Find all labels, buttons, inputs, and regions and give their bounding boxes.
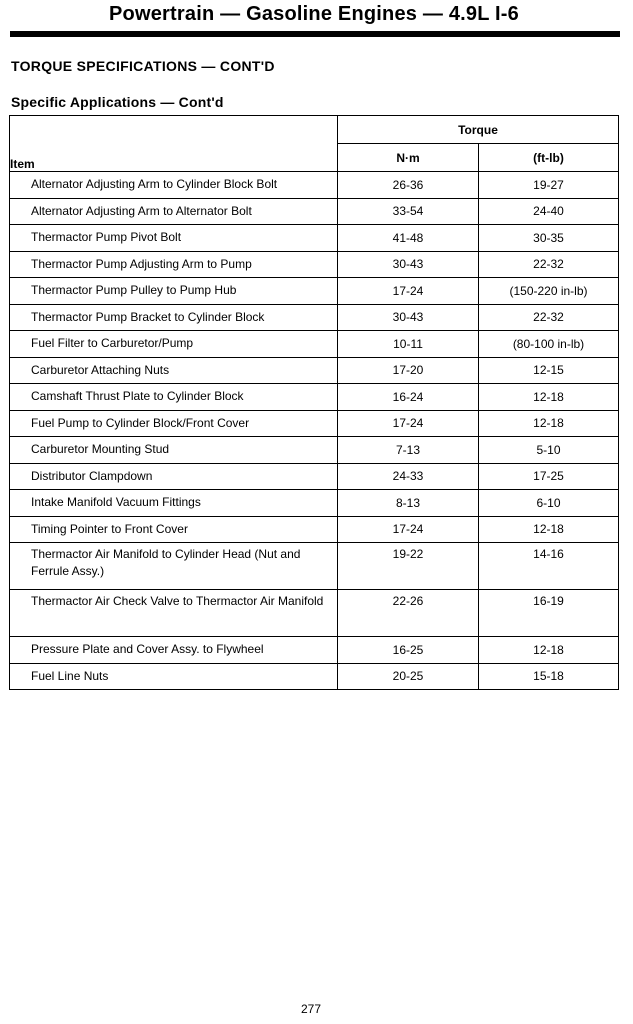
cell-ftlb: 22-32 <box>479 251 619 278</box>
table-row <box>10 590 619 637</box>
cell-item: Fuel Line Nuts <box>10 663 338 690</box>
cell-ftlb: (80-100 in-lb) <box>479 331 619 358</box>
cell-nm: 16-25 <box>338 637 479 664</box>
table-row <box>10 437 619 464</box>
cell-item: Thermactor Air Manifold to Cylinder Head (Nut and Ferrule Assy.) <box>10 543 338 590</box>
cell-ftlb: 14-16 <box>479 543 619 590</box>
table-row <box>10 172 619 199</box>
cell-nm: 17-20 <box>338 357 479 384</box>
cell-ftlb: 12-15 <box>479 357 619 384</box>
cell-item: Thermactor Air Check Valve to Thermactor Air Manifold <box>10 590 338 637</box>
cell-ftlb: 5-10 <box>479 437 619 464</box>
cell-nm: 26-36 <box>338 172 479 199</box>
section-heading: TORQUE SPECIFICATIONS — CONT'D <box>11 58 275 74</box>
cell-nm: 24-33 <box>338 463 479 490</box>
title-rule <box>10 31 620 37</box>
table-row <box>10 278 619 305</box>
cell-nm: 17-24 <box>338 278 479 305</box>
table-row <box>10 637 619 664</box>
table-row <box>10 198 619 225</box>
cell-nm: 22-26 <box>338 590 479 637</box>
cell-nm: 19-22 <box>338 543 479 590</box>
table-row <box>10 410 619 437</box>
cell-item: Thermactor Pump Adjusting Arm to Pump <box>10 251 338 278</box>
cell-item: Camshaft Thrust Plate to Cylinder Block <box>10 384 338 411</box>
cell-item: Carburetor Attaching Nuts <box>10 357 338 384</box>
cell-nm: 30-43 <box>338 304 479 331</box>
column-header-ftlb: (ft-lb) <box>479 144 619 172</box>
table-row <box>10 543 619 590</box>
cell-nm: 10-11 <box>338 331 479 358</box>
cell-ftlb: 19-27 <box>479 172 619 199</box>
column-header-nm: N·m <box>338 144 479 172</box>
table-row <box>10 304 619 331</box>
cell-nm: 8-13 <box>338 490 479 517</box>
cell-item: Intake Manifold Vacuum Fittings <box>10 490 338 517</box>
sub-heading: Specific Applications — Cont'd <box>11 94 224 110</box>
torque-spec-table <box>9 115 619 690</box>
column-group-header-torque: Torque <box>338 116 619 144</box>
cell-ftlb: 15-18 <box>479 663 619 690</box>
cell-nm: 17-24 <box>338 516 479 543</box>
cell-ftlb: (150-220 in-lb) <box>479 278 619 305</box>
cell-nm: 33-54 <box>338 198 479 225</box>
cell-nm: 16-24 <box>338 384 479 411</box>
cell-ftlb: 12-18 <box>479 637 619 664</box>
cell-ftlb: 12-18 <box>479 410 619 437</box>
cell-item: Carburetor Mounting Stud <box>10 437 338 464</box>
table-row <box>10 331 619 358</box>
table-row <box>10 516 619 543</box>
table-row <box>10 357 619 384</box>
cell-nm: 41-48 <box>338 225 479 252</box>
table-body <box>10 172 619 690</box>
cell-nm: 7-13 <box>338 437 479 464</box>
cell-item: Timing Pointer to Front Cover <box>10 516 338 543</box>
cell-ftlb: 24-40 <box>479 198 619 225</box>
cell-item: Thermactor Pump Pivot Bolt <box>10 225 338 252</box>
column-header-item: Item <box>10 116 338 172</box>
cell-item: Alternator Adjusting Arm to Alternator Bolt <box>10 198 338 225</box>
cell-item: Fuel Filter to Carburetor/Pump <box>10 331 338 358</box>
table-row <box>10 251 619 278</box>
table-row <box>10 384 619 411</box>
cell-ftlb: 6-10 <box>479 490 619 517</box>
cell-item: Thermactor Pump Pulley to Pump Hub <box>10 278 338 305</box>
table-row <box>10 225 619 252</box>
cell-item: Alternator Adjusting Arm to Cylinder Block Bolt <box>10 172 338 199</box>
cell-ftlb: 17-25 <box>479 463 619 490</box>
cell-ftlb: 12-18 <box>479 384 619 411</box>
table-row <box>10 490 619 517</box>
cell-item: Pressure Plate and Cover Assy. to Flywheel <box>10 637 338 664</box>
cell-nm: 17-24 <box>338 410 479 437</box>
cell-item: Fuel Pump to Cylinder Block/Front Cover <box>10 410 338 437</box>
page-title: Powertrain — Gasoline Engines — 4.9L I-6 <box>109 3 519 25</box>
cell-ftlb: 16-19 <box>479 590 619 637</box>
page-number: 277 <box>300 1002 322 1016</box>
cell-item: Distributor Clampdown <box>10 463 338 490</box>
table-row <box>10 463 619 490</box>
cell-nm: 30-43 <box>338 251 479 278</box>
cell-ftlb: 30-35 <box>479 225 619 252</box>
cell-ftlb: 12-18 <box>479 516 619 543</box>
cell-item: Thermactor Pump Bracket to Cylinder Block <box>10 304 338 331</box>
table-row <box>10 663 619 690</box>
cell-ftlb: 22-32 <box>479 304 619 331</box>
cell-nm: 20-25 <box>338 663 479 690</box>
